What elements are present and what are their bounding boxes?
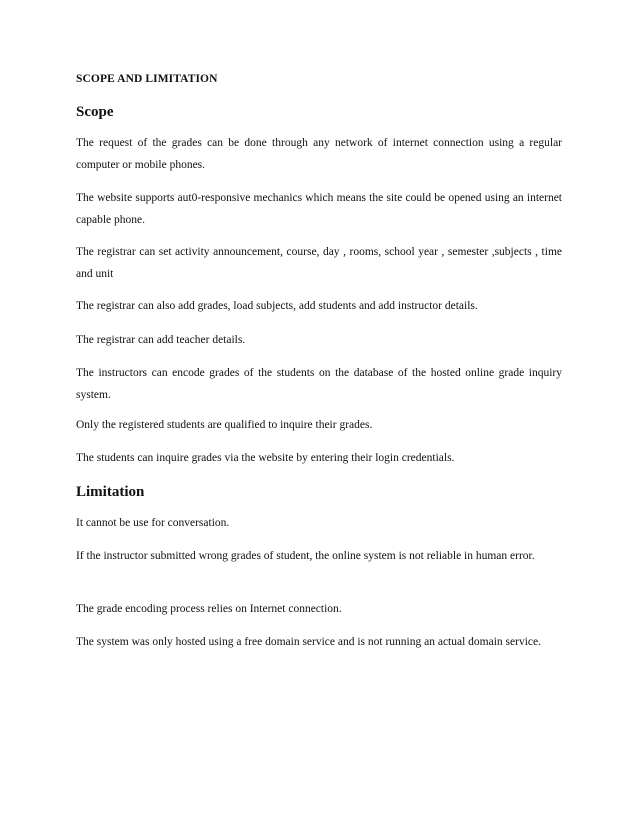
limitation-heading: Limitation bbox=[76, 484, 145, 500]
scope-paragraph-3: The registrar can set activity announcement, course, day , rooms, school year , semester ,subjects , time and unit bbox=[76, 246, 562, 280]
scope-paragraph-8: The students can inquire grades via the website by entering their login credentials. bbox=[76, 452, 455, 464]
scope-heading: Scope bbox=[76, 104, 114, 120]
scope-paragraph-2: The website supports aut0-responsive mechanics which means the site could be opened using an internet capable phone. bbox=[76, 192, 562, 226]
scope-paragraph-4: The registrar can also add grades, load subjects, add students and add instructor details. bbox=[76, 300, 478, 312]
limitation-paragraph-2: If the instructor submitted wrong grades of student, the online system is not reliable in human error. bbox=[76, 550, 535, 562]
scope-paragraph-1: The request of the grades can be done through any network of internet connection using a regular computer or mobile phones. bbox=[76, 137, 562, 171]
limitation-paragraph-4: The system was only hosted using a free domain service and is not running an actual domain service. bbox=[76, 636, 541, 648]
scope-paragraph-7: Only the registered students are qualified to inquire their grades. bbox=[76, 419, 373, 431]
document-page bbox=[76, 0, 562, 826]
scope-paragraph-5: The registrar can add teacher details. bbox=[76, 334, 246, 346]
scope-paragraph-6: The instructors can encode grades of the students on the database of the hosted online grade inquiry system. bbox=[76, 367, 562, 401]
document-title: SCOPE AND LIMITATION bbox=[76, 73, 218, 85]
limitation-paragraph-1: It cannot be use for conversation. bbox=[76, 517, 230, 529]
limitation-paragraph-3: The grade encoding process relies on Internet connection. bbox=[76, 603, 342, 615]
